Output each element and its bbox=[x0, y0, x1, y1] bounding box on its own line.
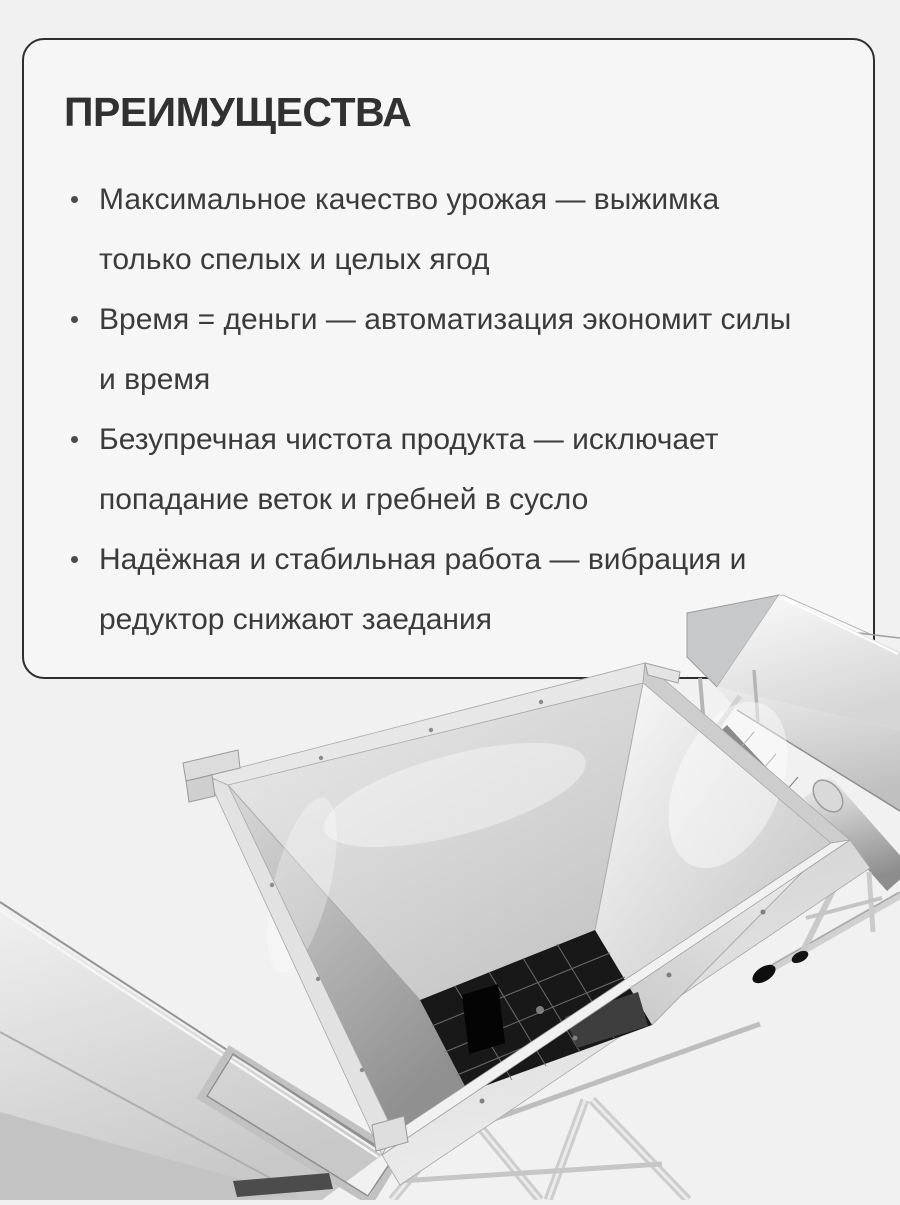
crusher-slot bbox=[462, 984, 505, 1054]
bullet-dot bbox=[71, 556, 78, 563]
bullet-dot bbox=[71, 436, 78, 443]
frame-rail bbox=[385, 1024, 760, 1158]
advantage-line: Надёжная и стабильная работа — вибрация и bbox=[99, 543, 747, 576]
rubber-foot bbox=[790, 948, 811, 965]
hopper-inner-front-right-wall bbox=[394, 843, 831, 1133]
crusher-throat bbox=[420, 930, 652, 1092]
trestle-legs bbox=[392, 1100, 688, 1200]
hopper bbox=[183, 663, 870, 1185]
advantage-item bbox=[64, 170, 833, 290]
advantage-line: редуктор снижают заедания bbox=[99, 603, 493, 636]
corner-bracket bbox=[372, 1116, 408, 1151]
rubber-foot bbox=[749, 961, 778, 987]
advantage-line: Безупречная чистота продукта — исключает bbox=[99, 423, 719, 456]
advantage-line: только спелых и целых ягод bbox=[99, 243, 490, 276]
bullet-dot bbox=[71, 316, 78, 323]
corner-bracket bbox=[183, 750, 240, 781]
advantage-line: Время = деньги — автоматизация экономит силы bbox=[99, 303, 792, 336]
rivets bbox=[480, 910, 766, 1104]
advantage-line: Максимальное качество урожая — выжимка bbox=[99, 183, 720, 216]
inspection-hatch-frame bbox=[201, 1050, 399, 1200]
advantage-item bbox=[64, 410, 833, 530]
auger-screen bbox=[708, 725, 813, 835]
advantages-title: ПРЕИМУЩЕСТВА bbox=[64, 89, 412, 135]
advantages-card bbox=[22, 38, 875, 679]
hopper-outer-wall bbox=[382, 840, 870, 1185]
crusher-grid bbox=[432, 944, 638, 1080]
advantage-line: и время bbox=[99, 363, 211, 396]
conveyor bbox=[0, 902, 399, 1200]
roller-cylinder bbox=[804, 776, 900, 891]
advantage-line: попадание веток и гребней в сусло bbox=[99, 483, 589, 516]
advantage-item bbox=[64, 530, 833, 650]
hopper-inner-front-left-wall bbox=[228, 785, 468, 1133]
advantage-item bbox=[64, 290, 833, 410]
hopper-rim bbox=[207, 663, 645, 785]
advantages-list bbox=[64, 170, 833, 650]
bullet-dot bbox=[71, 196, 78, 203]
rivets bbox=[270, 700, 543, 1072]
hopper-inner-back-wall bbox=[595, 683, 831, 1025]
hopper-inner-left-wall bbox=[228, 683, 643, 1000]
